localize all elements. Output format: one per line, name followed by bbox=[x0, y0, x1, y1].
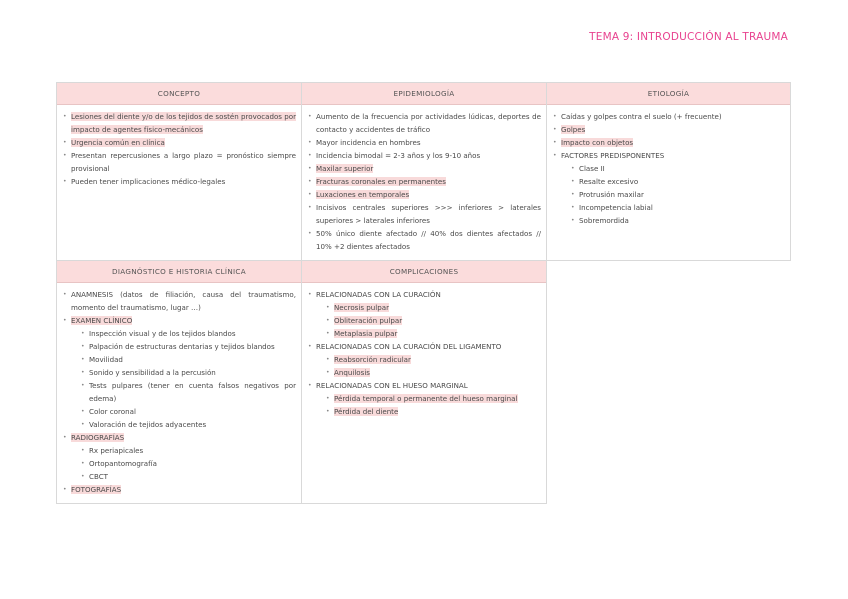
list-item-text: Movilidad bbox=[89, 355, 123, 364]
list-item bbox=[306, 175, 541, 188]
list-item bbox=[306, 136, 541, 149]
list-item-text: Impacto con objetos bbox=[561, 138, 634, 147]
list-item-text: RADIOGRAFÍAS bbox=[71, 433, 125, 442]
list-item-text: Pérdida del diente bbox=[334, 407, 399, 416]
list-item bbox=[551, 123, 785, 136]
list-item bbox=[61, 288, 296, 314]
list-item-text: Reabsorción radicular bbox=[334, 355, 411, 364]
list-item-text: Color coronal bbox=[89, 407, 136, 416]
list-item-text: Sobremordida bbox=[579, 216, 629, 225]
list-item bbox=[61, 175, 296, 188]
list-item bbox=[61, 353, 296, 366]
list-item bbox=[551, 175, 785, 188]
list-item bbox=[551, 201, 785, 214]
list-item-text: Protrusión maxilar bbox=[579, 190, 644, 199]
list-item-text: Anquilosis bbox=[334, 368, 370, 377]
diagnostico-cell bbox=[56, 260, 302, 504]
list-item-text: EXAMEN CLÍNICO bbox=[71, 316, 133, 325]
list-item-text: 50% único diente afectado // 40% dos dientes afectados // 10% +2 dientes afectados bbox=[316, 229, 541, 251]
epidemiologia-list bbox=[306, 110, 541, 253]
list-item-text: Maxilar superior bbox=[316, 164, 374, 173]
list-item-text: RELACIONADAS CON EL HUESO MARGINAL bbox=[316, 381, 468, 390]
concepto-list bbox=[61, 110, 296, 188]
list-item-text: FOTOGRAFÍAS bbox=[71, 485, 122, 494]
list-item bbox=[551, 149, 785, 162]
etiologia-cell bbox=[546, 82, 791, 261]
list-item bbox=[306, 314, 541, 327]
list-item-text: Golpes bbox=[561, 125, 586, 134]
diagnostico-list bbox=[61, 288, 296, 496]
list-item bbox=[61, 418, 296, 431]
list-item-text: Ortopantomografía bbox=[89, 459, 157, 468]
list-item-text: ANAMNESIS (datos de filiación, causa del traumatismo, momento del traumatismo, lugar …) bbox=[71, 290, 296, 312]
list-item-text: Pérdida temporal o permanente del hueso marginal bbox=[334, 394, 518, 403]
list-item-text: RELACIONADAS CON LA CURACIÓN bbox=[316, 290, 441, 299]
list-item-text: Necrosis pulpar bbox=[334, 303, 390, 312]
list-item-text: Pueden tener implicaciones médico-legales bbox=[71, 177, 226, 186]
list-item bbox=[61, 405, 296, 418]
etiologia-list bbox=[551, 110, 785, 227]
list-item bbox=[551, 162, 785, 175]
list-item bbox=[61, 366, 296, 379]
list-item bbox=[306, 301, 541, 314]
list-item bbox=[306, 162, 541, 175]
list-item bbox=[306, 288, 541, 301]
list-item bbox=[61, 136, 296, 149]
list-item-text: Urgencia común en clínica bbox=[71, 138, 165, 147]
list-item-text: Clase II bbox=[579, 164, 605, 173]
list-item bbox=[306, 366, 541, 379]
list-item bbox=[306, 201, 541, 227]
epidemiologia-header: EPIDEMIOLOGÍA bbox=[302, 83, 546, 105]
list-item-text: Tests pulpares (tener en cuenta falsos negativos por edema) bbox=[89, 381, 296, 403]
list-item bbox=[306, 188, 541, 201]
list-item bbox=[306, 110, 541, 136]
list-item-text: Rx periapicales bbox=[89, 446, 144, 455]
complicaciones-cell bbox=[301, 260, 547, 504]
list-item bbox=[61, 431, 296, 444]
list-item bbox=[551, 136, 785, 149]
complicaciones-header: COMPLICACIONES bbox=[302, 261, 546, 283]
list-item bbox=[61, 470, 296, 483]
page-title: TEMA 9: INTRODUCCIÓN AL TRAUMA bbox=[589, 31, 788, 43]
concepto-cell bbox=[56, 82, 302, 261]
list-item bbox=[61, 314, 296, 327]
etiologia-header: ETIOLOGÍA bbox=[547, 83, 790, 105]
list-item-text: Mayor incidencia en hombres bbox=[316, 138, 421, 147]
list-item bbox=[61, 340, 296, 353]
empty-cell bbox=[546, 260, 791, 504]
list-item-text: Resalte excesivo bbox=[579, 177, 639, 186]
list-item bbox=[306, 327, 541, 340]
list-item bbox=[306, 340, 541, 353]
list-item-text: Incidencia bimodal = 2-3 años y los 9-10 años bbox=[316, 151, 481, 160]
list-item bbox=[551, 188, 785, 201]
list-item-text: Fracturas coronales en permanentes bbox=[316, 177, 446, 186]
list-item-text: Aumento de la frecuencia por actividades lúdicas, deportes de contacto y accidentes de tráfico bbox=[316, 112, 541, 134]
list-item-text: Incompetencia labial bbox=[579, 203, 653, 212]
list-item-text: Caídas y golpes contra el suelo (+ frecuente) bbox=[561, 112, 722, 121]
epidemiologia-cell bbox=[301, 82, 547, 261]
notes-table bbox=[56, 82, 790, 503]
complicaciones-list bbox=[306, 288, 541, 418]
list-item-text: Sonido y sensibilidad a la percusión bbox=[89, 368, 216, 377]
list-item-text: Palpación de estructuras dentarias y tejidos blandos bbox=[89, 342, 275, 351]
list-item bbox=[306, 227, 541, 253]
list-item-text: Metaplasia pulpar bbox=[334, 329, 398, 338]
list-item-text: Lesiones del diente y/o de los tejidos de sostén provocados por impacto de agentes físico-mecánicos bbox=[71, 112, 296, 134]
list-item-text: Obliteración pulpar bbox=[334, 316, 403, 325]
list-item-text: RELACIONADAS CON LA CURACIÓN DEL LIGAMENTO bbox=[316, 342, 502, 351]
list-item-text: FACTORES PREDISPONENTES bbox=[561, 151, 665, 160]
diagnostico-header: DIAGNÓSTICO E HISTORIA CLÍNICA bbox=[57, 261, 301, 283]
list-item bbox=[306, 405, 541, 418]
concepto-header: CONCEPTO bbox=[57, 83, 301, 105]
list-item bbox=[306, 149, 541, 162]
list-item bbox=[306, 392, 541, 405]
list-item bbox=[61, 444, 296, 457]
list-item bbox=[61, 457, 296, 470]
list-item-text: Presentan repercusiones a largo plazo = pronóstico siempre provisional bbox=[71, 151, 296, 173]
list-item-text: Incisivos centrales superiores >>> inferiores > laterales superiores > laterales inferiores bbox=[316, 203, 541, 225]
list-item-text: CBCT bbox=[89, 472, 108, 481]
list-item bbox=[61, 327, 296, 340]
list-item-text: Luxaciones en temporales bbox=[316, 190, 410, 199]
list-item bbox=[61, 483, 296, 496]
list-item bbox=[61, 149, 296, 175]
list-item bbox=[306, 353, 541, 366]
list-item-text: Inspección visual y de los tejidos blandos bbox=[89, 329, 236, 338]
list-item bbox=[551, 110, 785, 123]
list-item bbox=[306, 379, 541, 392]
list-item bbox=[61, 110, 296, 136]
list-item bbox=[551, 214, 785, 227]
list-item-text: Valoración de tejidos adyacentes bbox=[89, 420, 207, 429]
list-item bbox=[61, 379, 296, 405]
